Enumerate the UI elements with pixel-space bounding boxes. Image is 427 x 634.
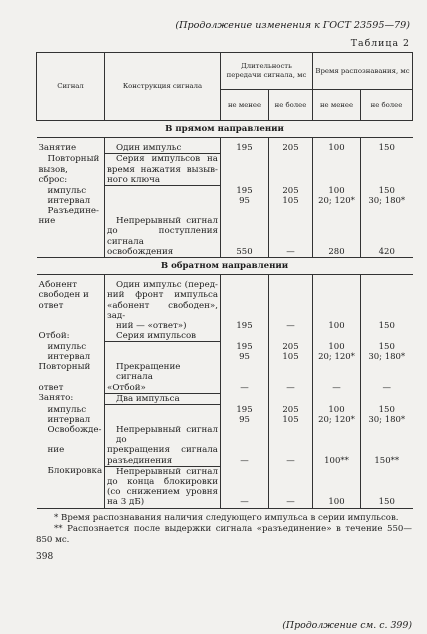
row-construction: Один импульс [105,143,221,154]
row-signal: интервал [37,352,105,362]
row-recognition-max: 150 [361,497,413,508]
table-row [37,216,413,226]
row-duration-min: 195 [221,342,269,352]
row-recognition-max: 30; 180* [368,195,406,206]
row-recognition-max: 150** [374,455,400,466]
row-recognition-min: 100 [313,405,361,415]
row-duration-min: 195 [221,186,269,196]
row-signal: Абонент [37,280,105,290]
row-construction: до поступления сигнала [105,226,221,246]
table-row [37,352,413,362]
row-construction: Непрерывный сигнал [105,216,221,226]
footnote-1: * Время распознавания наличия следующего импульса в серии импульсов. [54,512,399,523]
row-duration-max: — [269,321,313,331]
row-signal: Отбой: [37,331,105,342]
col-header-duration: Длительность передачи сигнала, мс [221,53,313,90]
row-signal: Повторный [37,154,105,165]
table-row [37,247,413,258]
row-signal: сброс: [37,175,105,186]
col-header-construction: Конструкция сигнала [105,53,221,121]
row-duration-max: — [269,497,313,508]
table-row [37,165,413,175]
row-construction: Один импульс (перед- [105,280,221,290]
table-row [37,206,413,216]
row-duration-max: 205 [269,342,313,352]
row-recognition-max: 150 [378,143,395,154]
col-header-recognition: Время распознавания, мс [313,53,413,90]
row-construction: (со снижением уровня [105,487,221,497]
row-signal: импульс [37,342,105,352]
row-recognition-min: 100 [313,342,361,352]
row-signal: Освобожде- [37,425,105,445]
table-row [37,393,413,404]
row-recognition-min: 20; 120* [313,196,361,206]
row-duration-max: 205 [269,143,313,154]
row-signal: импульс [37,186,105,196]
row-construction: Прекращение сигнала [105,362,221,382]
row-duration-min: 195 [221,143,269,154]
table-row [37,175,413,186]
row-recognition-min: 20; 120* [313,352,361,362]
col-header-duration-min: не менее [221,90,269,121]
table-row [37,280,413,290]
row-signal: интервал [37,196,105,206]
row-construction: прекращения сигнала [105,445,221,455]
col-header-recognition-min: не менее [313,90,361,121]
footnote-2: ** Распознается после выдержки сигнала «разъединение» в течение 550—850 мс. [36,523,412,545]
row-signal: ответ [37,383,105,394]
row-construction: «Отбой» [105,383,221,394]
row-recognition-max: 30; 180* [368,414,406,425]
row-recognition-min: 100 [313,497,361,508]
row-duration-max: — [269,247,313,258]
table-row [37,321,413,331]
row-duration-max: 205 [269,405,313,415]
col-header-signal: Сигнал [37,53,105,121]
section-forward: В прямом направлении [37,121,413,138]
row-duration-max: 105 [269,352,313,362]
table-row [37,425,413,445]
row-signal: Занято: [37,393,105,404]
row-construction: Два импульса [105,393,221,404]
row-signal: свободен и [37,290,105,300]
row-signal: Занятие [37,143,105,154]
col-header-recognition-max: не более [361,90,413,121]
row-signal: Повторный [37,362,105,382]
section-reverse: В обратном направлении [37,257,413,274]
table-row [37,301,413,321]
row-signal: импульс [37,405,105,415]
row-duration-min: — [221,456,269,467]
row-construction: ний — «ответ») [105,321,221,331]
row-recognition-min: 280 [313,247,361,258]
row-duration-min: 550 [221,247,269,258]
table-row [37,331,413,342]
row-recognition-min: 100** [313,456,361,467]
signal-table [36,52,413,509]
col-header-duration-max: не более [269,90,313,121]
page-number: 398 [36,551,54,562]
row-duration-max: 105 [269,415,313,425]
row-duration-max: 205 [269,186,313,196]
table-row [37,186,413,196]
row-signal: ние [37,445,105,455]
row-signal: интервал [37,415,105,425]
row-duration-min: 95 [221,352,269,362]
table-row [37,154,413,165]
row-signal: ответ [37,301,105,321]
table-row [37,196,413,206]
row-recognition-min: 100 [313,143,361,154]
row-duration-min: 95 [221,196,269,206]
row-recognition-max: 420 [378,246,395,257]
row-construction: Непрерывный сигнал до [105,425,221,445]
continuation-header: (Продолжение изменения к ГОСТ 23595—79) [175,20,410,31]
row-signal: Блокировка [37,466,105,477]
table-row [37,466,413,477]
row-construction: Серия импульсов [105,331,221,342]
footnotes [36,513,412,546]
row-recognition-max: 150 [378,341,395,352]
row-construction: Серия импульсов на [105,154,221,165]
row-construction: разъединения [105,456,221,467]
row-construction: ного ключа [105,175,221,186]
row-recognition-max: 150 [378,404,395,415]
row-duration-min: — [221,497,269,508]
continued-note: (Продолжение см. с. 399) [282,620,412,631]
row-duration-min: 95 [221,415,269,425]
table-row [37,487,413,497]
table-row [37,415,413,425]
row-construction: «абонент свободен», зад- [105,301,221,321]
table-row [37,405,413,415]
row-duration-min: 195 [221,405,269,415]
table-row [37,342,413,352]
row-signal: ние [37,216,105,226]
table-row [37,456,413,467]
table-label: Таблица 2 [350,38,410,49]
row-recognition-min: 100 [313,186,361,196]
row-construction: Непрерывный сигнал [105,466,221,477]
row-recognition-min: 20; 120* [313,415,361,425]
table-row [37,497,413,508]
table-row [37,290,413,300]
table-row [37,445,413,455]
row-construction: ний фронт импульса [105,290,221,300]
row-signal: Разъедине- [37,206,105,216]
table-row [37,143,413,154]
row-duration-min: — [221,383,269,394]
row-recognition-max: 150 [378,320,395,331]
row-signal: вызов, [37,165,105,175]
row-duration-max: 105 [269,196,313,206]
row-construction: освобождения [105,247,221,258]
table-row [37,226,413,246]
row-construction: на 3 дБ) [105,497,221,508]
table-row [37,362,413,382]
table-row [37,477,413,487]
row-recognition-min: 100 [313,321,361,331]
row-recognition-max: 150 [378,185,395,196]
row-duration-min: 195 [221,321,269,331]
row-construction: до конца блокировки [105,477,221,487]
row-recognition-min: — [313,383,361,394]
row-duration-max: — [269,456,313,467]
row-recognition-max: — [382,382,391,393]
row-recognition-max: 30; 180* [368,352,406,363]
row-construction: время нажатия вызыв- [105,165,221,175]
row-duration-max: — [269,383,313,394]
table-row [37,383,413,394]
